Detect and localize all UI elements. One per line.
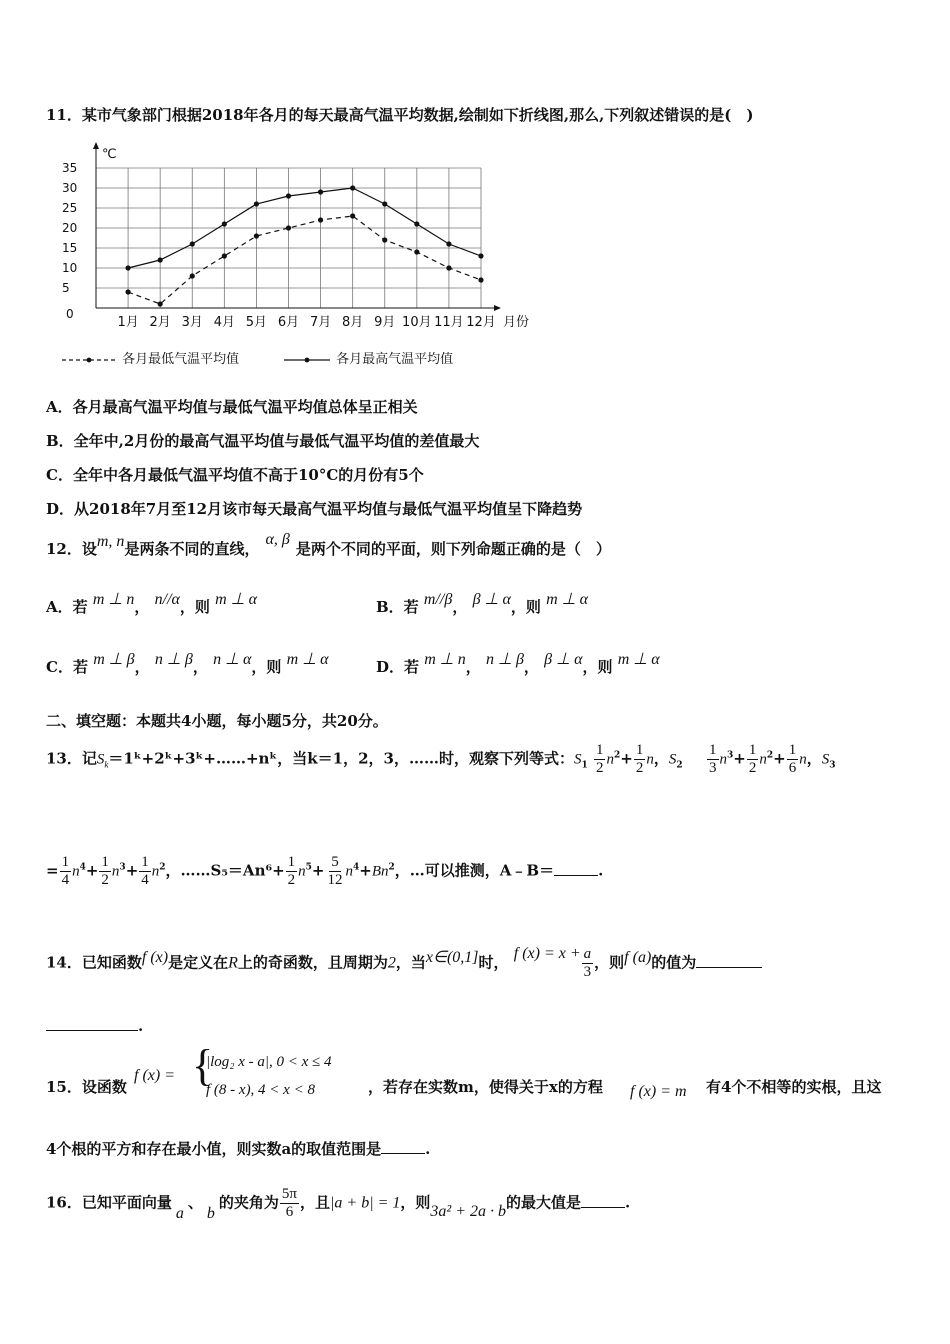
q12-a-cond2: n//α	[154, 591, 180, 608]
q14-a: 14．已知函数	[46, 953, 142, 972]
y-axis-label: ℃	[102, 147, 117, 162]
q16-e: 的最大值是	[506, 1193, 582, 1212]
q12-b-then: ，则	[510, 598, 541, 616]
q13-answer-blank[interactable]	[554, 861, 598, 876]
q13-s3-frac2: $\frac{1}{2}$	[101, 854, 109, 888]
q14-frac: $\frac{a}{3}$	[583, 946, 592, 980]
q12-d-result: m ⊥ α	[617, 651, 660, 668]
q12-d-cond1: m ⊥ n	[424, 651, 466, 668]
data-point-low	[318, 217, 323, 222]
q12-b-comma: ，	[452, 598, 468, 616]
q16-va: a	[175, 1204, 184, 1222]
legend-high-label: 各月最高气温平均值	[336, 352, 454, 367]
q12-c-cond1: m ⊥ β	[93, 651, 135, 668]
q14-f: ，则	[594, 953, 625, 972]
q12-d-cond3: β ⊥ α	[544, 651, 583, 668]
y-tick-label: 20	[62, 221, 78, 235]
q13-line1: 13．记$S_k=1ᵏ+2ᵏ+3ᵏ+\dots\dots+nᵏ$，当k＝1，2，3，……时，观察下列等式：$S_1$ $\frac{1}{2}$ $n^2+$ $\frac{1}{2}$ n，$S_2$	[46, 742, 683, 776]
q13-s2-frac3: $\frac{1}{6}$	[788, 742, 797, 776]
q15-row2: f (8 - x), 4 < x < 8	[206, 1082, 315, 1098]
data-point-high	[446, 241, 451, 246]
x-tick-label: 4月	[213, 315, 235, 330]
q12-d-comma2: ，	[523, 658, 539, 676]
y-tick-label: 15	[62, 241, 78, 255]
q11-option-a: A．各月最高气温平均值与最低气温平均值总体呈正相关	[46, 398, 418, 416]
x-axis-label: 月份	[503, 315, 530, 330]
data-point-low	[222, 253, 227, 258]
q14-line2: .	[46, 1016, 143, 1035]
q13-s3-frac1: $\frac{1}{4}$	[61, 854, 70, 888]
x-tick-label: 10月	[402, 315, 432, 330]
q12-c-label: C．若	[46, 658, 88, 676]
q12-c-result: m ⊥ α	[286, 651, 329, 668]
y-tick-label: 0	[66, 307, 74, 321]
q14-def: f (x) = x +	[513, 944, 581, 962]
data-point-high	[222, 221, 227, 226]
x-tick-label: 9月	[374, 315, 396, 330]
data-point-low	[190, 273, 195, 278]
x-tick-label: 3月	[181, 315, 203, 330]
x-tick-label: 11月	[434, 315, 464, 330]
q15-row1: |log₂ x - a|, 0 < x ≤ 4	[206, 1054, 332, 1070]
data-point-high	[286, 193, 291, 198]
section-2-heading: 二、填空题：本题共4小题，每小题5分，共20分。	[46, 712, 388, 730]
x-tick-label: 12月	[466, 315, 496, 330]
q16-expr: 3a² + 2a · b	[430, 1202, 506, 1220]
q12-b-cond2: β ⊥ α	[472, 591, 511, 608]
data-point-high	[125, 265, 130, 270]
q12-option-a	[46, 591, 258, 617]
q13-line2: = $\frac{1}{4}$ $n^4+$ $\frac{1}{2}$ $n^3+$ $\frac{1}{4}$ $n^2$，……S₅＝An⁶+ $\frac{1}{2}$ $n^5+$ $\frac{5}{12}$ $n^4+Bn^2$，…可以推测，A﹣B＝ .	[46, 854, 604, 888]
q13-s2-frac1: $\frac{1}{3}$	[709, 742, 717, 776]
data-point-high	[382, 201, 387, 206]
q12-stem-c: 是两个不同的平面，则下列命题正确的是（ ）	[295, 540, 611, 558]
q12-b-label: B．若	[376, 598, 419, 616]
y-tick-label: 5	[62, 281, 70, 295]
q11-option-b: B．全年中,2月份的最高气温平均值与最低气温平均值的差值最大	[46, 432, 480, 450]
q12-option-c	[46, 651, 329, 677]
q12-a-comma: ，	[134, 598, 150, 616]
q13-tail: ，…可以推测，A﹣B＝	[394, 861, 555, 880]
q12-d-comma1: ，	[465, 658, 481, 676]
q12-c-cond3: n ⊥ α	[213, 651, 252, 668]
q14-line1	[46, 946, 762, 981]
data-point-high	[158, 257, 163, 262]
data-point-low	[446, 265, 451, 270]
q12-c-then: ，则	[251, 658, 282, 676]
q13-prefix: 13．记	[46, 749, 97, 768]
q16-frac: $\frac{5\pi}{6}$	[281, 1186, 297, 1220]
q13-s2: $\frac{1}{3}$ $n^3+$ $\frac{1}{2}$ $n^2+$ $\frac{1}{6}$ n，$S_3$	[709, 742, 836, 776]
q16-a: 16．已知平面向量	[46, 1193, 172, 1212]
data-point-high	[478, 253, 483, 258]
q16-line: 16．已知平面向量a、b的夹角为 $\frac{5\pi}{6}$ ，且|a + b| = 1，则3a² + 2a · b的最大值是 .	[46, 1186, 631, 1222]
q12-a-result: m ⊥ α	[215, 591, 258, 608]
q14-R: R	[228, 954, 238, 972]
q13-s: S	[96, 751, 105, 768]
q12-mn: m, n	[96, 533, 125, 550]
q15-eq: f (x) = m	[630, 1083, 687, 1100]
y-tick-label: 35	[62, 161, 78, 175]
data-point-high	[254, 201, 259, 206]
q14-answer-blank-1[interactable]	[696, 953, 762, 968]
q12-c-comma1: ，	[134, 658, 150, 676]
q16-norm: |a + b| = 1	[330, 1194, 401, 1212]
q12-stem-a: 12．设	[46, 540, 97, 558]
data-point-low	[382, 237, 387, 242]
y-axis-arrow	[93, 142, 99, 149]
q13-sk-expr: ＝1ᵏ+2ᵏ+3ᵏ+……+nᵏ，当k＝1，2，3，……时，观察下列等式：	[108, 749, 574, 768]
q14-answer-blank-2[interactable]	[46, 1016, 138, 1031]
q11-stem: 11．某市气象部门根据2018年各月的每天最高气温平均数据,绘制如下折线图,那么,下列叙述错误的是( )	[46, 106, 754, 124]
q12-a-cond1: m ⊥ n	[92, 591, 135, 608]
q15-c: 有4个不相等的实根，且这	[706, 1078, 882, 1096]
q15-brace: {	[192, 1041, 214, 1090]
q12-a-then: ，则	[179, 598, 210, 616]
q14-g: 的值为	[651, 953, 697, 972]
temperature-line-chart	[46, 140, 530, 330]
x-axis-arrow	[494, 305, 501, 311]
data-point-low	[414, 249, 419, 254]
q13-s3-frac3: $\frac{1}{4}$	[141, 854, 149, 888]
q12-b-cond1: m//β	[423, 591, 453, 608]
q12-c-comma2: ，	[192, 658, 208, 676]
data-point-low	[125, 289, 130, 294]
data-point-high	[350, 185, 355, 190]
x-tick-label: 6月	[277, 315, 300, 330]
q16-d: ，则	[400, 1193, 431, 1212]
q15-b: ，若存在实数m，使得关于x的方程	[368, 1078, 603, 1096]
q14-b: 是定义在	[168, 953, 229, 972]
data-point-high	[190, 241, 195, 246]
x-tick-label: 1月	[117, 315, 139, 330]
data-point-low	[478, 277, 483, 282]
data-point-low	[158, 301, 163, 306]
legend-low	[60, 348, 239, 367]
q15-a: 15．设函数	[46, 1078, 127, 1096]
data-point-high	[414, 221, 419, 226]
q13-s5-frac1: $\frac{1}{2}$	[287, 854, 296, 888]
q12-d-cond2: n ⊥ β	[486, 651, 524, 668]
legend-high	[282, 348, 453, 367]
x-tick-label: 7月	[309, 315, 332, 330]
q16-sep: 、	[187, 1193, 203, 1212]
q15-line2: 4个根的平方和存在最小值，则实数a的取值范围是 .	[46, 1140, 431, 1158]
data-point-high	[318, 189, 323, 194]
q12-option-d	[376, 651, 660, 677]
q12-d-label: D．若	[376, 658, 420, 676]
q12-option-b	[376, 591, 589, 617]
x-tick-label: 5月	[245, 315, 268, 330]
q12-b-result: m ⊥ α	[546, 591, 589, 608]
q14-d: ，当	[395, 953, 426, 972]
legend-high-swatch	[282, 354, 332, 366]
y-tick-label: 10	[62, 261, 78, 275]
x-tick-label: 2月	[149, 315, 171, 330]
q14-fx: f (x)	[141, 948, 169, 966]
q12-stem-b: 是两条不同的直线，	[124, 540, 260, 558]
q11-option-d: D．从2018年7月至12月该市每天最高气温平均值与最低气温平均值呈下降趋势	[46, 500, 583, 518]
q15-answer-blank[interactable]	[381, 1139, 425, 1154]
q11-option-c: C．全年中各月最低气温平均值不高于10°C的月份有5个	[46, 466, 424, 484]
q12-a-label: A．若	[46, 598, 88, 616]
series-line-low	[128, 216, 481, 304]
data-point-low	[350, 213, 355, 218]
q16-answer-blank[interactable]	[581, 1193, 625, 1208]
y-tick-label: 25	[62, 201, 78, 215]
q12-d-then: ，则	[582, 658, 613, 676]
x-tick-label: 8月	[342, 315, 364, 330]
q15-line2-text: 4个根的平方和存在最小值，则实数a的取值范围是	[46, 1140, 382, 1158]
q14-c: 上的奇函数，且周期为	[237, 953, 388, 972]
q15-fx: f (x) =	[134, 1067, 175, 1084]
q13-s5-frac2: $\frac{5}{12}$	[327, 854, 343, 888]
q14-fa: f (a)	[624, 948, 652, 966]
legend-low-label: 各月最低气温平均值	[122, 352, 240, 367]
q13-s1-frac1: $\frac{1}{2}$	[595, 742, 604, 776]
data-point-low	[254, 233, 259, 238]
q14-cond: x∈(0,1]	[425, 948, 479, 966]
q16-c: ，且	[299, 1193, 330, 1212]
q13-s2-frac2: $\frac{1}{2}$	[748, 742, 757, 776]
y-tick-label: 30	[62, 181, 78, 195]
q12-stem	[46, 531, 611, 559]
q12-c-cond2: n ⊥ β	[154, 651, 193, 668]
q14-e: 时，	[478, 953, 509, 972]
q13-s1-frac2: $\frac{1}{2}$	[635, 742, 644, 776]
legend-low-swatch	[60, 354, 118, 366]
q13-s5: ，……S₅＝An⁶	[165, 861, 273, 880]
q12-ab: α, β	[265, 531, 290, 548]
q15-line1	[46, 1076, 127, 1097]
q16-vb: b	[206, 1204, 215, 1222]
data-point-low	[286, 225, 291, 230]
q16-b: 的夹角为	[218, 1193, 279, 1212]
q14-two: 2	[387, 954, 396, 972]
